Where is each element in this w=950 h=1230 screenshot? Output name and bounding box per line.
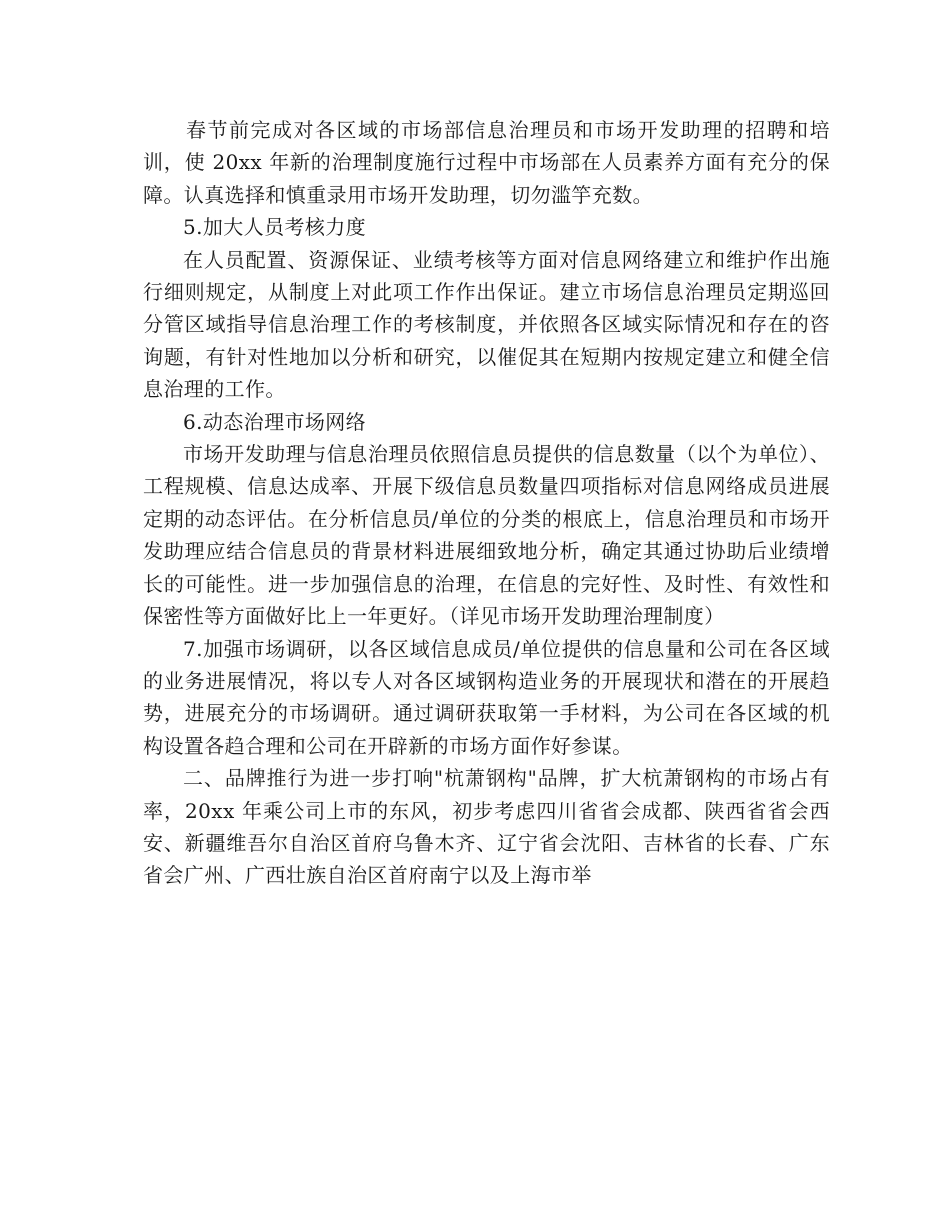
paragraph-network: 市场开发助理与信息治理员依照信息员提供的信息数量（以个为单位）、工程规模、信息达成率、开展下级信息员数量四项指标对信息网络成员进展定期的动态评估。在分析信息员/单位的分类的根底上，信息治理员和市场开发助理应结合信息员的背景材料进展细致地分析，确定其通过协助后业绩增长的可能性。进一步加强信息的治理，在信息的完好性、及时性、有效性和保密性等方面做好比上一年更好。（详见市场开发助理治理制度） bbox=[143, 442, 830, 629]
heading-assessment: 5.加大人员考核力度 bbox=[183, 215, 367, 240]
heading-network: 6.动态治理市场网络 bbox=[183, 409, 367, 434]
paragraph-brand: 二、品牌推行为进一步打响"杭萧钢构"品牌，扩大杭萧钢构的市场占有率，20xx 年乘公司上市的东风，初步考虑四川省省会成都、陕西省省会西安、新疆维吾尔自治区首府乌鲁木齐、辽宁省会沈阳、吉林省的长春、广东省会广州、广西壮族自治区首府南宁以及上海市举 bbox=[143, 766, 830, 888]
paragraph-recruitment: 春节前完成对各区域的市场部信息治理员和市场开发助理的招聘和培训，使 20xx 年新的治理制度施行过程中市场部在人员素养方面有充分的保障。认真选择和慎重录用市场开发助理，切勿滥竽充数。 bbox=[143, 118, 830, 207]
paragraph-research: 7.加强市场调研，以各区域信息成员/单位提供的信息量和公司在各区域的业务进展情况，将以专人对各区域钢构造业务的开展现状和潜在的开展趋势，进展充分的市场调研。通过调研获取第一手材料，为公司在各区域的机构设置各趋合理和公司在开辟新的市场方面作好参谋。 bbox=[143, 636, 830, 758]
paragraph-assessment: 在人员配置、资源保证、业绩考核等方面对信息网络建立和维护作出施行细则规定，从制度上对此项工作作出保证。建立市场信息治理员定期巡回分管区域指导信息治理工作的考核制度，并依照各区域实际情况和存在的咨询题，有针对性地加以分析和研究，以催促其在短期内按规定建立和健全信息治理的工作。 bbox=[143, 247, 830, 402]
